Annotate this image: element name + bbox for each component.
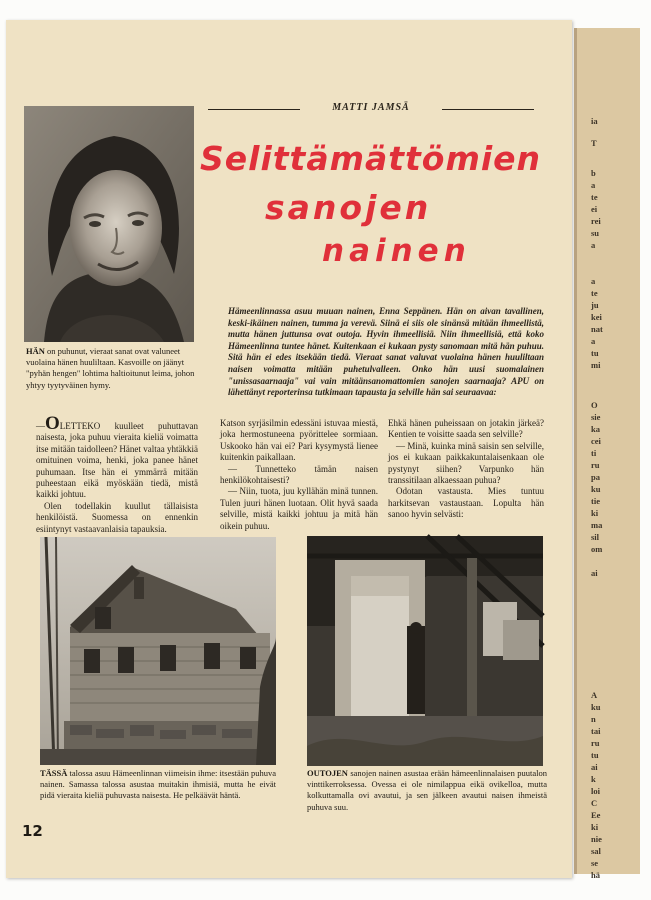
column-paragraph <box>36 413 198 501</box>
article-column-3 <box>388 418 544 521</box>
adjacent-page-text: ia <box>591 116 598 126</box>
paragraph-text: LETTEKO kuulleet puhuttavan naisesta, joka puhuu vieraita kieliä voimatta itse mitään taidolleen? Hänet valtaa yhtäkkiä omituinen voima, henki, joka panee hänet puhumaan. Itse hän ei ymmärrä mitään puheestaan eikä myöskään tiedä, mistä kaikki johtuu. <box>36 421 198 500</box>
adjacent-page-text: ru <box>591 738 600 748</box>
attic-photo-caption <box>307 768 547 813</box>
adjacent-page-text: rei <box>591 216 601 226</box>
column-paragraph: Odotan vastausta. Mies tuntuu harkitsevan vastaustaan. Lopulta hän sanoo hyvin selvästi: <box>388 486 544 520</box>
adjacent-page-text: tu <box>591 348 599 358</box>
adjacent-page-text: ju <box>591 300 599 310</box>
adjacent-page-text: se <box>591 858 599 868</box>
caption-lead-word: HÄN <box>26 346 45 356</box>
adjacent-page-text: nat <box>591 324 603 334</box>
adjacent-page-text: pa <box>591 472 600 482</box>
adjacent-page-text: ai <box>591 568 598 578</box>
adjacent-page-text: loi <box>591 786 600 796</box>
adjacent-page-text: ma <box>591 520 603 530</box>
column-paragraph: — Minä, kuinka minä saisin sen selville, jos ei kukaan paikkakuntalaisenkaan ole pystynyt siihen? Varpunko hän transsitilaan alkaessaan puhua? <box>388 440 544 486</box>
adjacent-page-text: nie <box>591 834 602 844</box>
adjacent-page-text: a <box>591 180 596 190</box>
adjacent-page-text: ku <box>591 702 601 712</box>
adjacent-page-text: b <box>591 168 596 178</box>
adjacent-page-text: O <box>591 400 598 410</box>
caption-lead-word: OUTOJEN <box>307 768 348 778</box>
adjacent-page-text: ka <box>591 424 600 434</box>
adjacent-page-text: C <box>591 798 598 808</box>
adjacent-page-text: te <box>591 288 598 298</box>
adjacent-page-text: su <box>591 228 600 238</box>
adjacent-page-text: ei <box>591 204 598 214</box>
dash: — <box>36 421 45 431</box>
adjacent-page-text: te <box>591 192 598 202</box>
adjacent-page-text: tai <box>591 726 601 736</box>
adjacent-page-text: hä <box>591 870 600 880</box>
author-byline: MATTI JAMSÄ <box>208 102 534 116</box>
adjacent-page-text: ti <box>591 448 597 458</box>
adjacent-page-text: A <box>591 690 598 700</box>
caption-lead-word: TÄSSÄ <box>40 768 68 778</box>
article-column-2 <box>220 418 378 532</box>
adjacent-page-text: ru <box>591 460 600 470</box>
column-paragraph: Ehkä hänen puheissaan on jotakin järkeä? Kentien te voisitte saada sen selville? <box>388 418 544 440</box>
caption-text: on puhunut, vieraat sanat ovat valuneet vuolaina hänen huuliltaan. Kasvoille on jäänyt "pyhän hengen" lohtima haltioitunut leima, johon yhtyy tyytyväinen hymy. <box>26 346 195 390</box>
drop-cap: O <box>45 413 60 434</box>
column-paragraph: Olen todellakin kuullut tällaisista henkilöistä. Suomessa on ennenkin esiintynyt vastaavanlaisia tapauksia. <box>36 500 198 534</box>
adjacent-page-text: a <box>591 336 596 346</box>
adjacent-page-text: sie <box>591 412 601 422</box>
column-paragraph: — Niin, tuota, juu kyllähän minä tunnen. Tulen juuri hänen luotaan. Olit hyvä saada selville, mistä kaikki johtuu ja mitä hän oikein puhuu. <box>220 486 378 531</box>
adjacent-page-text: sil <box>591 532 600 542</box>
column-paragraph: — Tunnetteko tämän naisen henkilökohtaisesti? <box>220 463 378 486</box>
adjacent-page-text: om <box>591 544 603 554</box>
article-title-line-2: sanojen <box>265 188 432 227</box>
adjacent-page-text: a <box>591 240 596 250</box>
adjacent-page-text: tie <box>591 496 600 506</box>
caption-text: sanojen nainen asustaa erään hämeenlinnalaisen puutalon vinttikerroksessa. Ovessa ei ole nimilappua eikä ovikelloa, mutta kolkuttamalla ovi avautui, ja sen jälkeen avautui naisen ihmeistä puhuva suu. <box>307 768 547 812</box>
adjacent-page-text: ki <box>591 508 599 518</box>
article-title-line-1: Selittämättömien <box>200 139 542 178</box>
adjacent-page-edge <box>574 28 640 880</box>
adjacent-page-text: ai <box>591 762 598 772</box>
article-intro: Hämeenlinnassa asuu muuan nainen, Enna Seppänen. Hän on aivan tavallinen, keski-ikäinen nainen, tumma ja verevä. Siinä ei siis ole sinänsä mitään ihmeellistä, mutta hänen juttunsa ovat outoja. Hyvin ihmeellisiä. Niin ihmeellisiä, että koko Hämeenlinna tuntee hänet. Kuitenkaan ei kukaan pysty sanomaan mitä hän puhuu. Sitä hän ei edes itsekään tiedä. Vieraat sanat valuvat vuolaina hänen huuliltaan naisen voimatta mitään puhetulvalleen. Onko hän uusi suomalainen "unissasaarnaaja" vai vain mitäänsanomattomien sanojen saarnaaja? APU on lähettänyt reporterinsa tutkimaan tapausta ja selville hän sai seuraavaa: <box>228 306 544 398</box>
adjacent-page-text: kei <box>591 312 602 322</box>
column-paragraph: Katson syrjäsilmin edessäni istuvaa miestä, joka hermostuneena pyörittelee sormiaan. Uskooko hän vai ei? Pari kysymystä lienee kuitenkin paikallaan. <box>220 418 378 463</box>
house-photo <box>40 537 276 765</box>
caption-text: talossa asuu Hämeenlinnan viimeisin ihme: itsestään puhuva nainen. Samassa talossa asustaa muitakin ihmisiä, mutta he eivät pidä vieraita kieliä puhuvasta naisesta. He pelkäävät häntä. <box>40 768 276 801</box>
adjacent-page-text: sal <box>591 846 601 856</box>
adjacent-page-text: k <box>591 774 596 784</box>
page-number: 12 <box>22 822 43 840</box>
adjacent-page-text: ku <box>591 484 601 494</box>
adjacent-page-text: tu <box>591 750 599 760</box>
adjacent-page-text: cei <box>591 436 601 446</box>
house-photo-caption <box>40 768 276 802</box>
attic-photo <box>307 536 543 766</box>
article-title-line-3: nainen <box>322 233 471 269</box>
woman-photo-caption <box>26 346 198 391</box>
woman-portrait-photo <box>24 106 194 342</box>
adjacent-page-text: ki <box>591 822 599 832</box>
adjacent-page-text: a <box>591 276 596 286</box>
adjacent-page-text: Ee <box>591 810 601 820</box>
adjacent-page-text: mi <box>591 360 601 370</box>
adjacent-page-text: n <box>591 714 596 724</box>
article-column-1 <box>36 413 198 535</box>
adjacent-page-text: T <box>591 138 597 148</box>
